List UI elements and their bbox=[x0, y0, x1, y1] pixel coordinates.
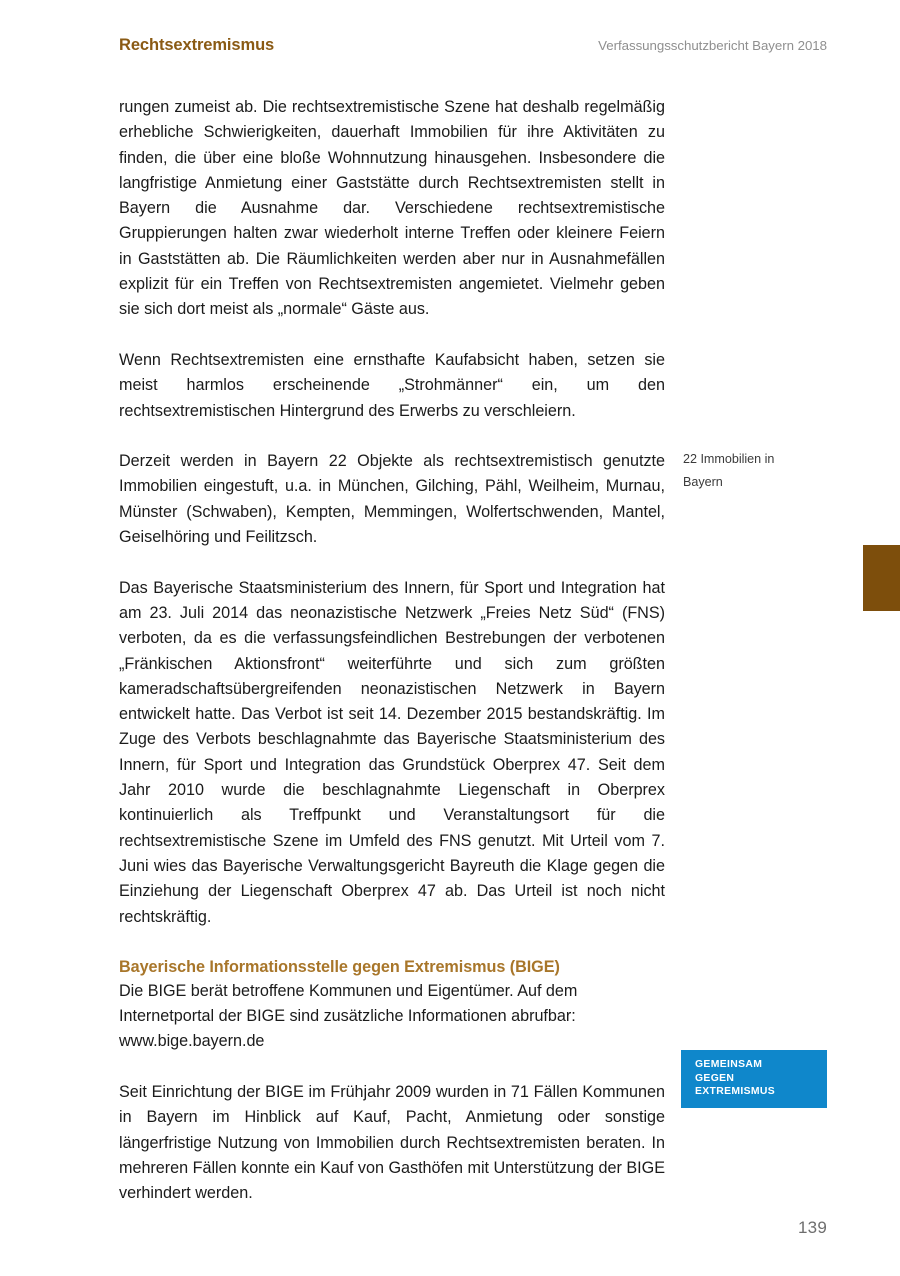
header-report-title: Verfassungsschutzbericht Bayern 2018 bbox=[598, 38, 827, 53]
logo-line: EXTREMISMUS bbox=[695, 1086, 776, 1098]
subsection-body-bige: Die BIGE berät betroffene Kommunen und Eigentümer. Auf dem Internetportal der BIGE sind zusätzliche Informationen abrufbar: www.bige.bayern.de bbox=[119, 981, 578, 1051]
subsection-heading-bige: Bayerische Informationsstelle gegen Extremismus (BIGE) bbox=[119, 957, 560, 976]
bige-campaign-logo bbox=[681, 1050, 827, 1108]
body-paragraph: Das Bayerische Staatsministerium des Innern, für Sport und Integration hat am 23. Juli 2014 das neonazistische Netzwerk „Freies Netz Süd“ (FNS) verboten, da es die verfassungsfeindlichen Bestrebungen der verbotenen „Fränkischen Aktionsfront“ weiterführte und sich zum größten kameradschaftsübergreifenden neonazistischen Netzwerk in Bayern entwickelt hatte. Das Verbot ist seit 14. Dezember 2015 bestandskräftig. Im Zuge des Verbots beschlagnahmte das Bayerische Staatsministerium des Innern, für Sport und Integration das Grundstück Oberprex 47. Seit dem Jahr 2010 wurde die beschlagnahmte Liegenschaft in Oberprex kontinuierlich als Treffpunkt und Veranstaltungsort für die rechtsextremistische Szene im Umfeld des FNS genutzt. Mit Urteil vom 7. Juni wies das Bayerische Verwaltungsgericht Bayreuth die Klage gegen die Einziehung der Liegenschaft Oberprex 47 ab. Das Urteil ist noch nicht rechtskräftig. bbox=[119, 578, 665, 926]
page-header bbox=[119, 36, 827, 60]
margin-note bbox=[683, 448, 833, 494]
body-paragraph: Wenn Rechtsextremisten eine ernsthafte Kaufabsicht haben, setzen sie meist harmlos erscheinende „Strohmänner“ ein, um den rechtsextremistischen Hintergrund des Erwerbs zu verschleiern. bbox=[119, 350, 665, 420]
logo-line: GEMEINSAM bbox=[695, 1059, 763, 1070]
body-paragraph: rungen zumeist ab. Die rechtsextremistische Szene hat deshalb regelmäßig erhebliche Schwierigkeiten, dauerhaft Immobilien für ihre Aktivitäten zu finden, die über eine bloße Wohnnutzung hinausgehen. Insbesondere die langfristige Anmietung einer Gaststätte durch Rechtsextremisten stellt in Bayern die Ausnahme dar. Verschiedene rechtsextremistische Gruppierungen halten zwar wiederholt interne Treffen oder kleinere Feiern in Gaststätten ab. Die Räumlichkeiten werden aber nur in Ausnahmefällen explizit für ein Treffen von Rechtsextremisten angemietet. Vielmehr geben sie sich dort meist als „normale“ Gäste aus. bbox=[119, 98, 665, 319]
logo-line: GEGEN bbox=[695, 1072, 735, 1084]
page-number: 139 bbox=[798, 1218, 827, 1237]
header-section-title: Rechtsextremismus bbox=[119, 36, 275, 54]
main-text-column bbox=[119, 95, 665, 1206]
chapter-tab-marker bbox=[863, 545, 900, 611]
margin-note-line: Bayern bbox=[683, 475, 723, 489]
bige-subsection bbox=[119, 956, 665, 1055]
body-paragraph: Seit Einrichtung der BIGE im Frühjahr 2009 wurden in 71 Fällen Kommunen in Bayern im Hinblick auf Kauf, Pacht, Anmietung oder sonstige längerfristige Nutzung von Immobilien durch Rechtsextremisten beraten. In mehreren Fällen konnte ein Kauf von Gasthöfen mit Unterstützung der BIGE verhindert werden. bbox=[119, 1082, 665, 1203]
margin-note-line: 22 Immobilien in bbox=[683, 452, 775, 466]
body-paragraph: Derzeit werden in Bayern 22 Objekte als rechtsextremistisch genutzte Immobilien eingestuft, u.a. in München, Gilching, Pähl, Weilheim, Murnau, Münster (Schwaben), Kempten, Memmingen, Wolfertschwenden, Mantel, Geiselhöring und Feilitzsch. bbox=[119, 452, 665, 547]
